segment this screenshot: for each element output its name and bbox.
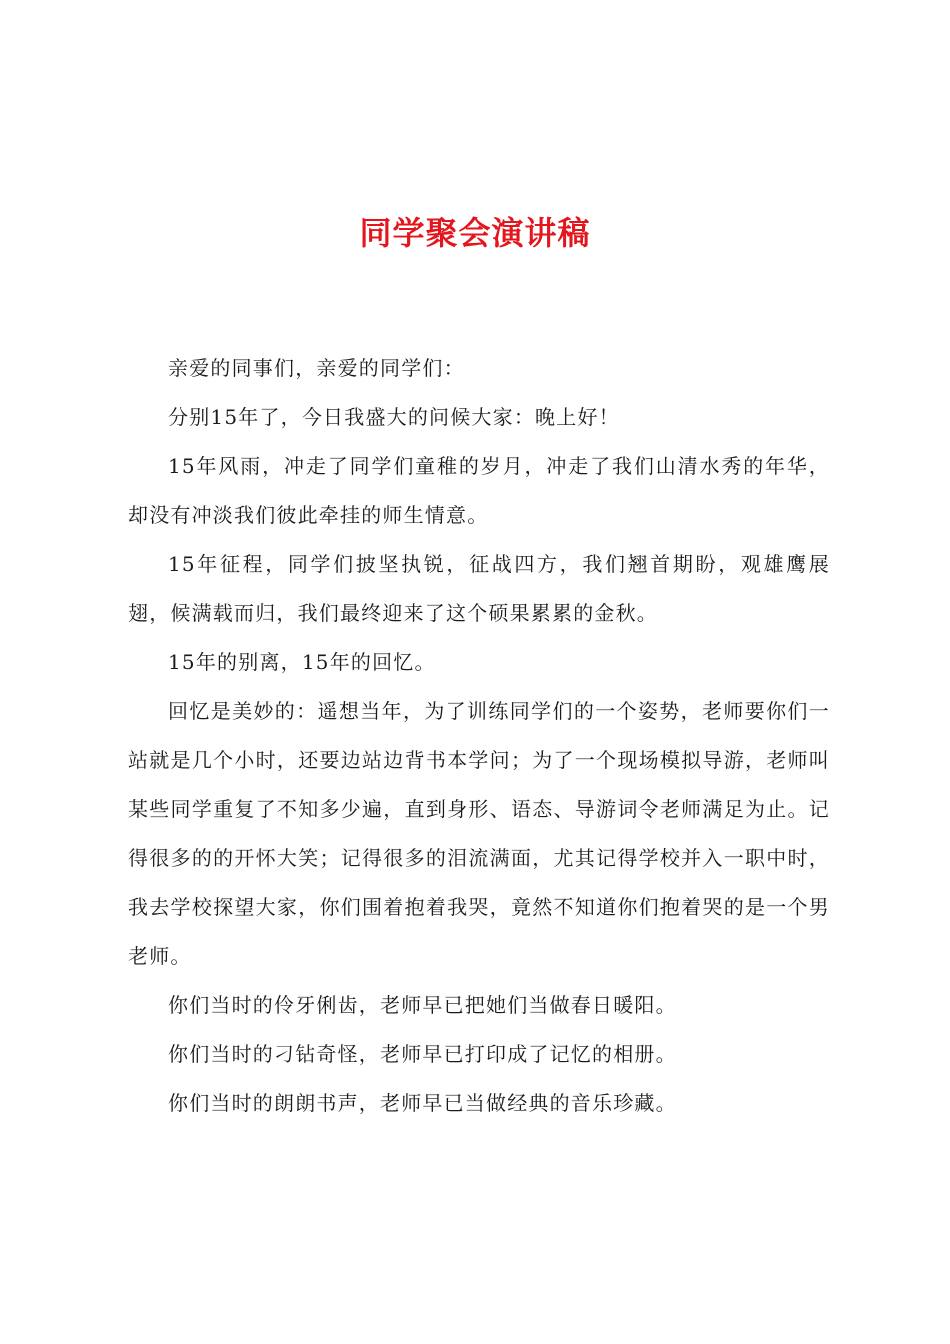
paragraph-wind-rain: 15年风雨，冲走了同学们童稚的岁月，冲走了我们山清水秀的年华，却没有冲淡我们彼此牵挂的师生情意。 — [128, 454, 830, 527]
paragraph-welcome: 分别15年了，今日我盛大的问候大家：晚上好！ — [168, 405, 620, 429]
paragraph-mischief: 你们当时的刁钻奇怪，老师早已打印成了记忆的相册。 — [168, 1042, 677, 1066]
paragraph-eloquence: 你们当时的伶牙俐齿，老师早已把她们当做春日暖阳。 — [168, 993, 677, 1017]
paragraph-greeting: 亲爱的同事们，亲爱的同学们： — [168, 356, 465, 380]
paragraph-reading: 你们当时的朗朗书声，老师早已当做经典的音乐珍藏。 — [168, 1091, 677, 1115]
paragraph-separation: 15年的别离，15年的回忆。 — [168, 650, 436, 674]
document-body — [128, 344, 830, 1128]
paragraph-memories: 回忆是美妙的：遥想当年，为了训练同学们的一个姿势，老师要你们一站就是几个小时，还要边站边背书本学问；为了一个现场模拟导游，老师叫某些同学重复了不知多少遍，直到身形、语态、导游词令老师满足为止。记得很多的的开怀大笑；记得很多的泪流满面，尤其记得学校并入一职中时，我去学校探望大家，你们围着抱着我哭，竟然不知道你们抱着哭的是一个男老师。 — [128, 699, 830, 968]
paragraph-journey: 15年征程，同学们披坚执锐，征战四方，我们翘首期盼，观雄鹰展翅，候满载而归，我们最终迎来了这个硕果累累的金秋。 — [128, 552, 830, 625]
document-title: 同学聚会演讲稿 — [359, 214, 591, 252]
